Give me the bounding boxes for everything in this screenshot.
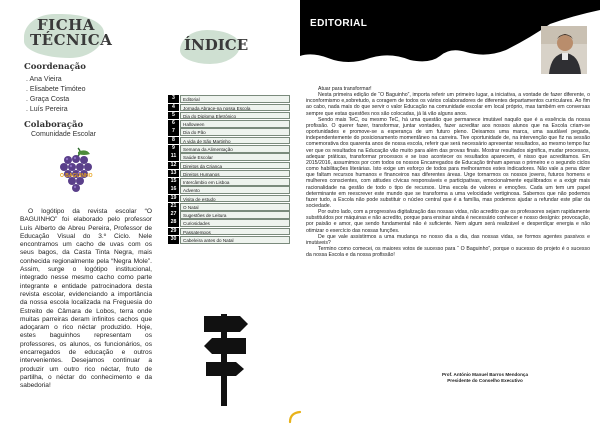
toc-item-title: A vida de São Martinho (180, 137, 290, 145)
toc-item[interactable] (168, 186, 290, 194)
toc-item-title: Direitos Humanos (180, 170, 290, 178)
signpost-icon (200, 308, 250, 408)
toc-item-title: Halloween (180, 120, 290, 128)
toc-page-number: 16 (168, 186, 179, 194)
editorial-body (306, 86, 590, 258)
toc-item-title: Curiosidades (180, 219, 290, 227)
coordenacao-member: . Elisabete Timóteo (26, 86, 86, 93)
toc-page-number: 6 (168, 120, 179, 128)
toc-item[interactable] (168, 112, 290, 120)
editorial-paragraph: Nesta primeira edição de “O Baguinho”, importa referir um primeiro lugar, a iniciativa, a vontade de fazer diferente, o inconformismo e,sobretudo, a coragem de todos os vários colaboradores de diferentes departamentos curriculares. Ao fim ao cabo, nada mais do que servir o valor Educação na comunidade escolar em local próprio, mas também em conversas sempre que estas questões nos são colocadas, já lá vão alguns anos. (306, 92, 590, 117)
toc-page-number: 30 (168, 236, 179, 244)
colaboracao-heading: Colaboração (24, 120, 84, 130)
toc-item[interactable] (168, 228, 290, 236)
toc-item-title: O Natal (180, 203, 290, 211)
coordenacao-member: . Graça Costa (26, 96, 70, 103)
coordenacao-member: . Luís Pereira (26, 106, 68, 113)
colaboracao-text: Comunidade Escolar (31, 131, 96, 138)
toc-item[interactable] (168, 145, 290, 153)
toc-item-title: Editorial (180, 95, 290, 103)
toc-item[interactable] (168, 153, 290, 161)
coordenacao-heading: Coordenação (24, 62, 86, 72)
indice-title: ÍNDICE (184, 36, 249, 54)
author-photo (541, 26, 587, 74)
editorial-title: EDITORIAL (310, 18, 368, 29)
toc-item-title: Advento (180, 186, 290, 194)
toc-item-title: Passatempos (180, 228, 290, 236)
coordenacao-member: . Ana Vieira (26, 76, 62, 83)
ficha-tecnica-title (30, 16, 113, 49)
editorial-paragraph: Sendo mais TeC, ou mesmo TeC, há uma questão que permanece imutável naquilo que é a essência da nossa profissão. O querer fazer, transformar, juntar vontades, fazer acreditar aos nossos alunos que na Escola criam-se oportunidades e promove-se a esperança de um futuro pleno. Deixamos uma marca, uma saudável pegada, independentemente do posicionamento momentâneo na carreira. Tive oportunidade de, na intervenção que fiz na sessão comemorativa dos quarenta anos de nossa escola, referir que será necessário apresentar resultados, ao mesmo tempo faz ver que os resultados na Educação vão muito para além das provas finais. Mostrar resultados significa, mudar processos, adequar práticas, transformar processos e se isso acontecer os resultados aparecem, é nisso que acreditamos. Em 2015/2016, assumimos por com todos os nossos Encarregados de Educação tinham apenas o primeiro e o segundo ciclos como habilitações literárias. Isto exige um esforço de todos para melhorarmos estes indicadores. Não vale a pena dizer que faltam recursos humanos e financeiros nas diferentes áreas. Urge tornarmos os nossos jovens, futuros homens e mulheres conscientes, com atitudes cívicas responsáveis e participativas, emocionalmente equilibrados e a exigir mais racionalidade na gestão de todo o tipo de recursos. Uma escola de valores e emoções. Cada um tem um papel determinante em reescrever este mundo que se transforma a uma velocidade vertiginosa. Sabemos que não podemos fazer tudo, a Escola não pode substituir o núcleo central que é a família, mas podemos ajudar a refundar este pilar da sociedade. (306, 116, 590, 209)
toc-item[interactable] (168, 178, 290, 186)
toc-item[interactable] (168, 219, 290, 227)
toc-item[interactable] (168, 194, 290, 202)
toc-item-title: Cabeleira antes do Natal (180, 236, 290, 244)
toc-page-number: 4 (168, 104, 179, 112)
toc-page-number: 9 (168, 145, 179, 153)
toc-page-number: 11 (168, 153, 179, 161)
toc-item-title: Dia do Diploma Eletrónico (180, 112, 290, 120)
toc-item[interactable] (168, 128, 290, 136)
toc-item-title: Dia do Pão (180, 128, 290, 136)
toc-page-number: 21 (168, 203, 179, 211)
ficha-title-line1: FICHA (37, 16, 95, 34)
toc-page-number: 12 (168, 162, 179, 170)
toc-item[interactable] (168, 120, 290, 128)
toc-item[interactable] (168, 211, 290, 219)
coordenacao-list (26, 75, 86, 115)
corner-swoosh-icon (288, 410, 302, 424)
toc-item[interactable] (168, 236, 290, 244)
logo-word: O BAGUINHO (60, 173, 93, 179)
logo-description-paragraph: O logótipo da revista escolar “O BAGUINHO” foi elaborado pelo professor Luís Alberto de Abreu Pereira, Professor de Educação Visual do 3.º Ciclo. Nele encontramos um cacho de uvas com os seus bagos, da Casta Tinta Negra, mais conhecida regionalmente pela “Negra Mole”. Assim, surge o logótipo institucional, integrado nesse mesmo cacho como parte integrante e entidade patrocinadora desta revista escolar, evidenciando a importância da nossa escola localizada na Freguesia do Estreito de Câmara de Lobos, terra onde muitas parreiras deram infinitos cachos que adoçaram o rico néctar produzido. Hoje, estes baguinhos representam os professores, os alunos, os funcionários, os encarregados de educação e outros intervenientes. Desejamos continuar a produzir um outro rico néctar, fruto de partilha, o néctar do conhecimento e da sabedoria! (20, 208, 152, 390)
toc-page-number: 13 (168, 170, 179, 178)
toc-item-title: Saúde Escolar (180, 153, 290, 161)
toc-item[interactable] (168, 95, 290, 103)
signature-role: Presidente do Conselho Executivo (447, 377, 523, 383)
toc-page-number: 28 (168, 219, 179, 227)
grape-logo-icon (56, 146, 96, 194)
editorial-paragraph: Por outro lado, com a progressiva digitalização das nossas vidas, não acredito que os professores sejam rapidamente substituídos por máquinas e não acredito, porque para ensinar ainda é necessário conhecer e nosso desígnio: provocação, por paixão e amor, que sendo fundamental não é suficiente. Nem algum será realizável e desperdiçar energia e não otimizar o exercício das nossas funções. (306, 209, 590, 234)
editorial-paragraph: Atuar para transformar! (318, 86, 372, 92)
toc-item-title: Intercâmbio em Lisboa (180, 178, 290, 186)
editorial-signature (420, 372, 550, 383)
toc-item-title: Visita de estudo (180, 195, 290, 203)
signature-name: Prof. António Manuel Barros Mendonça (441, 372, 529, 377)
toc-page-number: 3 (168, 95, 179, 103)
toc-page-number: 7 (168, 128, 179, 136)
toc-page-number: 8 (168, 137, 179, 145)
toc-page-number: 27 (168, 211, 179, 219)
toc-item-title: Jornada Abrace-na nossa Escola (180, 104, 290, 112)
toc-page-number: 5 (168, 112, 179, 120)
toc-page-number: 19 (168, 195, 179, 203)
toc-page-number: 15 (168, 178, 179, 186)
editorial-paragraph: Termino como comecei, os maiores votos de sucesso para “ O Baguinho”, porque o sucesso do projeto é o sucesso da nossa Escola e da nossa profissão! (306, 246, 590, 259)
toc-item-title: Sugestões de Leitura (180, 211, 290, 219)
toc-item-title: Direitos da Criança (180, 162, 290, 170)
ficha-title-line2: TÉCNICA (30, 31, 113, 49)
table-of-contents (168, 95, 290, 244)
toc-item[interactable] (168, 136, 290, 144)
toc-item[interactable] (168, 161, 290, 169)
toc-page-number: 29 (168, 228, 179, 236)
toc-item[interactable] (168, 203, 290, 211)
toc-item[interactable] (168, 103, 290, 111)
toc-item-title: Semana da Alimentação (180, 145, 290, 153)
editorial-paragraph: De que vale assistirmos a uma mudança no nosso dia a dia, das nossas vidas, se formos agentes passivos e imutáveis? (306, 233, 590, 246)
toc-item[interactable] (168, 170, 290, 178)
